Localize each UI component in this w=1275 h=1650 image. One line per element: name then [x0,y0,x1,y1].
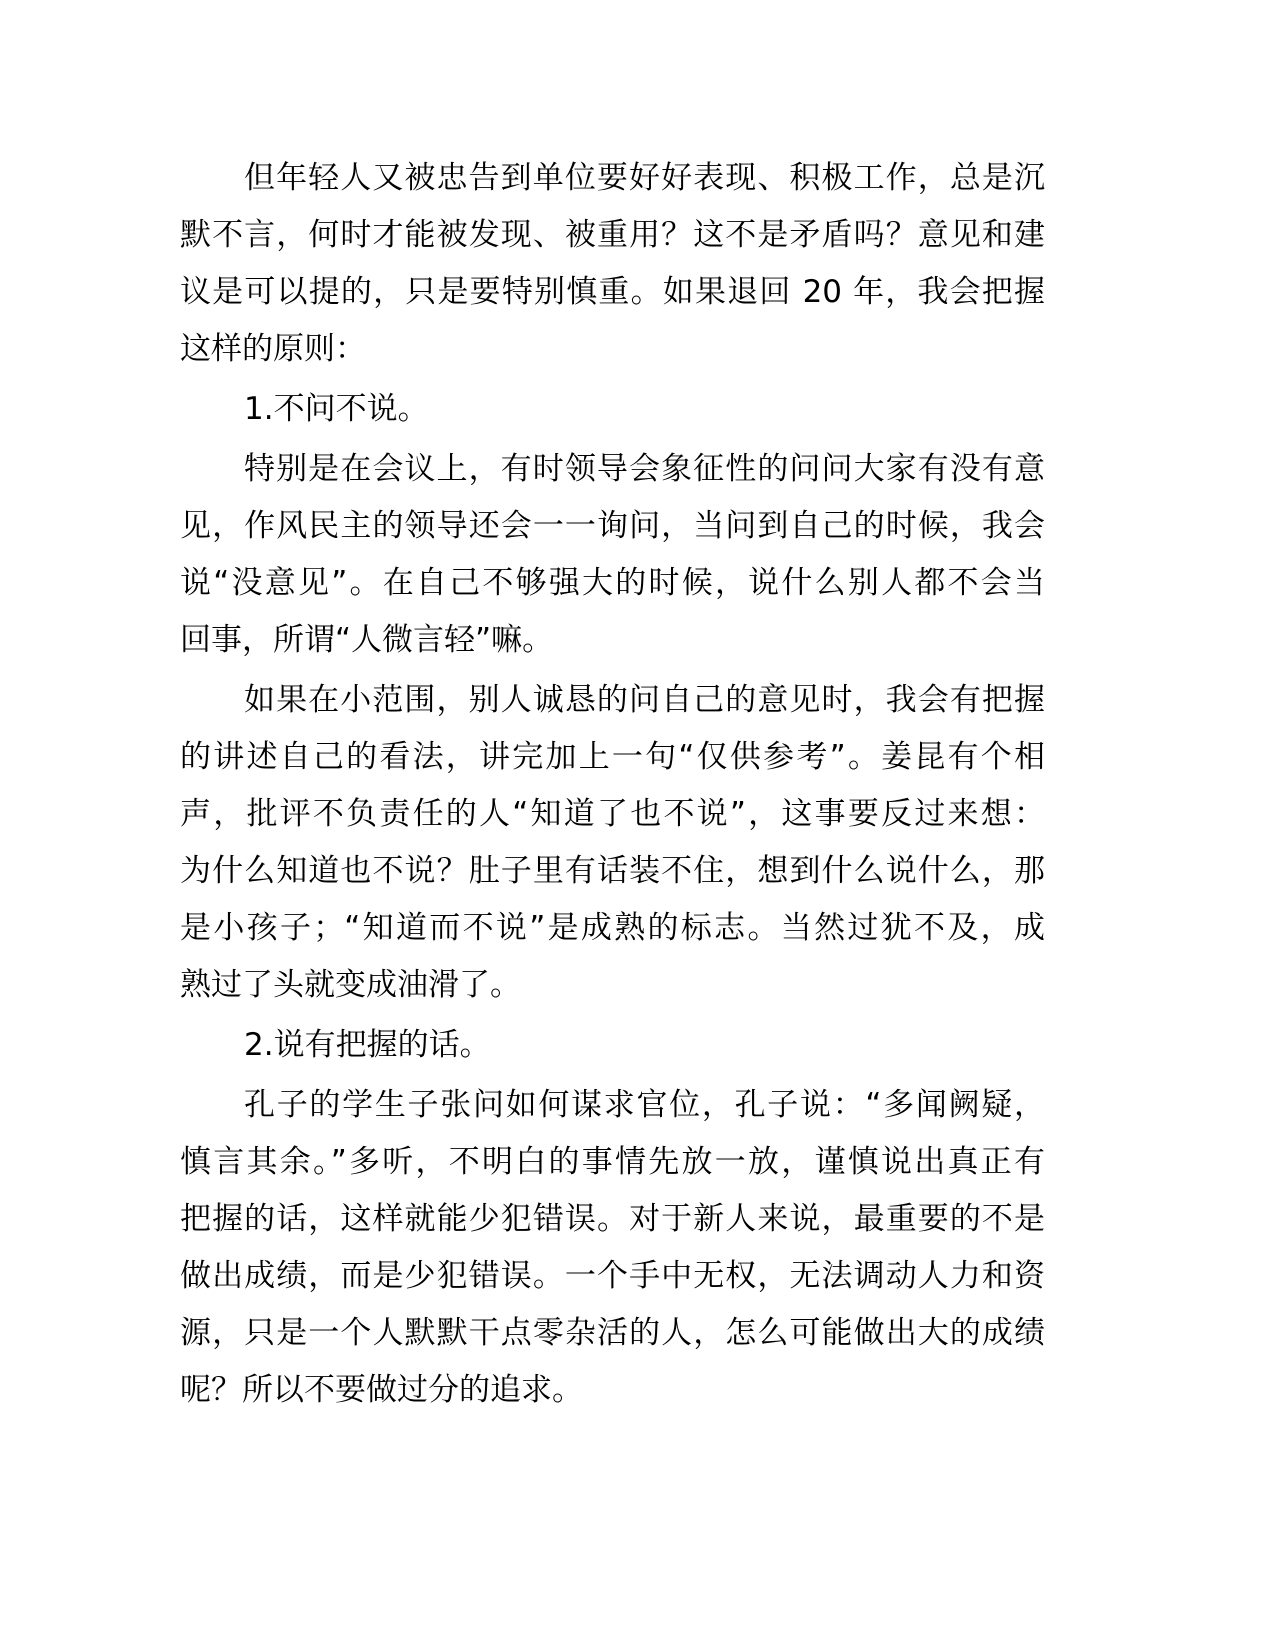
paragraph-line: 见，作风民主的领导还会一一询问，当问到自己的时候，我会 [180,508,1045,544]
list-heading-1 [180,381,1045,438]
paragraph-line: 说“没意见”。在自己不够强大的时候，说什么别人都不会当 [180,565,1045,601]
paragraph-line: 熟过了头就变成油滑了。 [180,967,521,1003]
paragraph-line: 源，只是一个人默默干点零杂活的人，怎么可能做出大的成绩 [180,1315,1045,1351]
paragraph-2 [180,441,1045,669]
paragraph-line: 是小孩子；“知道而不说”是成熟的标志。当然过犹不及，成 [180,910,1045,946]
paragraph-3 [180,672,1045,1014]
paragraph-4 [180,1077,1045,1419]
paragraph-line: 回事，所谓“人微言轻”嘛。 [180,622,554,658]
paragraph-line: 如果在小范围，别人诚恳的问自己的意见时，我会有把握 [244,682,1045,718]
paragraph-line: 默不言，何时才能被发现、被重用？这不是矛盾吗？意见和建 [180,217,1045,253]
paragraph-line: 做出成绩，而是少犯错误。一个手中无权，无法调动人力和资 [180,1258,1045,1294]
paragraph-line: 这样的原则： [180,331,366,367]
paragraph-line: 1.不问不说。 [244,391,429,427]
paragraph-line: 的讲述自己的看法，讲完加上一句“仅供参考”。姜昆有个相 [180,739,1045,775]
paragraph-line: 特别是在会议上，有时领导会象征性的问问大家有没有意 [244,451,1045,487]
paragraph-1 [180,150,1045,378]
paragraph-line: 2.说有把握的话。 [244,1027,491,1063]
paragraph-line: 呢？所以不要做过分的追求。 [180,1372,583,1408]
paragraph-line: 为什么知道也不说？肚子里有话装不住，想到什么说什么，那 [180,853,1045,889]
paragraph-line: 慎言其余。”多听，不明白的事情先放一放，谨慎说出真正有 [180,1144,1045,1180]
paragraph-line: 但年轻人又被忠告到单位要好好表现、积极工作，总是沉 [244,160,1045,196]
paragraph-line: 声，批评不负责任的人“知道了也不说”，这事要反过来想： [180,796,1045,832]
paragraph-line: 议是可以提的，只是要特别慎重。如果退回 20 年，我会把握 [180,274,1045,310]
list-heading-2 [180,1017,1045,1074]
paragraph-line: 孔子的学生子张问如何谋求官位，孔子说：“多闻阙疑， [244,1087,1045,1123]
document-body [180,150,1045,1422]
paragraph-line: 把握的话，这样就能少犯错误。对于新人来说，最重要的不是 [180,1201,1045,1237]
